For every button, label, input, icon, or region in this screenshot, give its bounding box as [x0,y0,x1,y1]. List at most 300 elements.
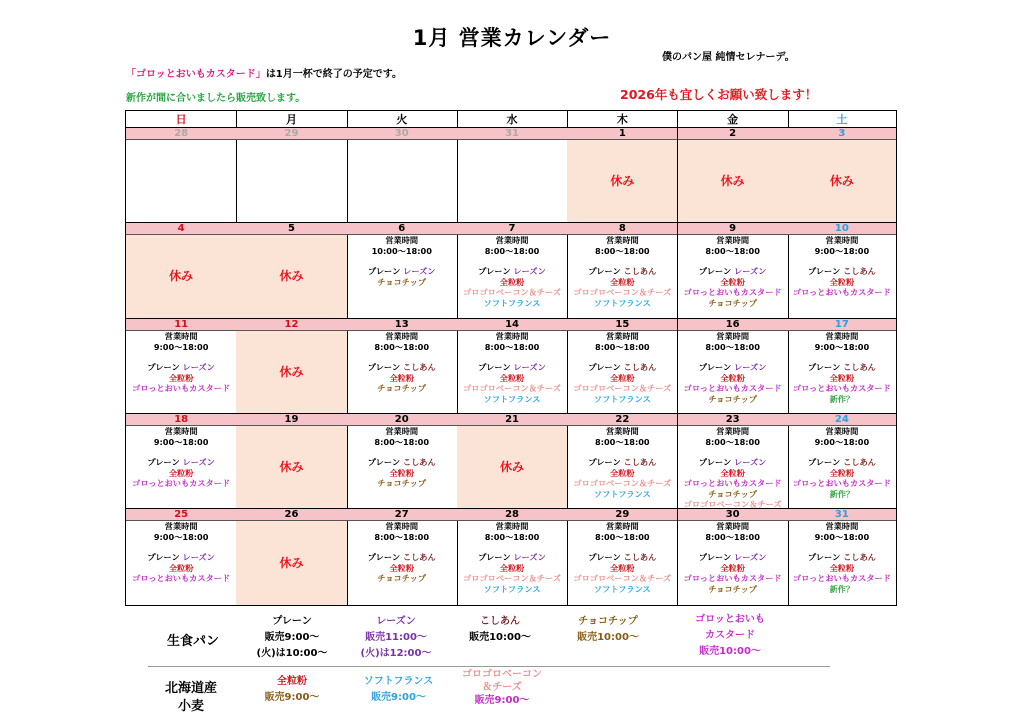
bread-name: プレーン [478,266,511,276]
calendar-day-cell [567,223,678,319]
bread-name: 全粒粉 [168,372,194,383]
notice-text: は1月一杯で終了の予定です。 [265,69,402,80]
bread-name: プレーン [588,266,621,276]
calendar-day-cell [457,223,568,319]
bread-pair [788,266,896,277]
legend-plain-name: プレーン [272,616,312,627]
day-number: 11 [126,319,236,331]
calendar-day-cell [236,509,347,605]
day-number: 23 [678,414,788,426]
bread-name: ゴロっとおいもカスタード [683,478,782,488]
spacer [678,256,788,266]
spacer [678,542,788,552]
bread-name: ゴロっとおいもカスタード [792,383,891,393]
bread-name: こしあん [843,552,876,562]
spacer [567,352,677,362]
bread-name: チョコチップ [708,297,757,308]
calendar-day-cell [236,223,347,319]
bread-name: ゴロゴロベーコン＆チーズ [573,573,672,583]
bread-name: こしあん [843,362,876,372]
bread-name: 全粒粉 [499,562,525,573]
calendar-day-cell [788,414,896,509]
business-hours: 営業時間 [825,235,859,245]
bread-name: レーズン [182,552,215,562]
business-hours: 営業時間 [164,426,198,436]
day-content [567,140,677,222]
day-number: 27 [347,509,457,521]
bread-name: ゴロっとおいもカスタード [792,573,891,583]
bread-name: 全粒粉 [720,467,745,478]
spacer [126,542,236,552]
bread-pair [567,266,677,277]
bread-name: チョコチップ [377,478,427,488]
bread-name: チョコチップ [708,583,757,594]
bread-name: プレーン [588,362,621,372]
closed-label: 休み [829,173,854,188]
bread-name: レーズン [734,362,767,372]
day-content [126,140,236,222]
bread-name: 全粒粉 [389,467,415,478]
legend-raisin-time: 販売11:00～ [365,632,427,643]
day-content [567,331,677,413]
bread-name: レーズン [734,266,767,276]
bread-name: プレーン [478,552,511,562]
bread-pair [347,552,457,563]
closed-label: 休み [500,459,525,474]
bread-name: レーズン [403,266,436,276]
calendar-day-cell [347,414,458,509]
day-content [678,426,788,508]
bread-pair [567,457,677,468]
business-hours: 9:00～18:00 [814,245,870,256]
bread-name: こしあん [623,552,657,562]
day-number: 31 [457,128,567,140]
business-hours: 営業時間 [605,521,639,531]
legend-raisin [351,614,441,662]
legend-choco [563,614,653,646]
day-number: 22 [567,414,677,426]
bread-name: プレーン [588,552,621,562]
bread-name: 全粒粉 [829,467,855,478]
business-hours: 8:00～18:00 [595,531,650,542]
calendar-day-cell [236,128,347,223]
calendar-grid [125,110,897,606]
calendar-day-cell [347,223,458,319]
business-hours: 営業時間 [825,521,859,531]
bread-name: 全粒粉 [499,372,525,383]
day-number: 13 [347,319,457,331]
business-hours: 営業時間 [716,521,750,531]
day-number: 29 [567,509,677,521]
bread-pair [126,457,236,468]
bread-name: 全粒粉 [168,467,194,478]
legend-label-hokkaido-line1: 北海道産 [165,681,218,696]
bread-name: 新作？ [829,488,855,499]
business-hours: 営業時間 [495,331,529,341]
bread-name: 全粒粉 [610,276,635,287]
bread-name: プレーン [807,457,841,467]
shop-name: 僕のパン屋 純情セレナーデ。 [662,52,795,63]
spacer [788,447,896,457]
bread-name: ソフトフランス [483,297,541,308]
spacer [788,542,896,552]
day-number: 28 [126,128,236,140]
business-hours: 8:00～18:00 [484,341,540,352]
weekday-header: 木 [567,111,678,128]
bread-name: ゴロっとおいもカスタード [132,478,231,488]
business-hours: 8:00～18:00 [484,531,540,542]
bread-pair [347,457,457,468]
calendar-day-cell [788,509,896,605]
bread-name: ゴロっとおいもカスタード [792,287,891,297]
legend-bacon-time: 販売9:00～ [474,695,530,706]
bread-name: プレーン [807,266,841,276]
business-hours: 営業時間 [605,235,639,245]
calendar-day-cell [457,509,568,605]
day-number: 9 [678,223,788,235]
legend-goro-name-line1: ゴロッとおいも [695,614,765,625]
bread-name: 全粒粉 [499,276,525,287]
business-hours: 営業時間 [164,521,198,531]
day-number: 4 [126,223,236,235]
bread-pair [678,362,788,373]
spacer [678,447,788,457]
day-number: 5 [236,223,346,235]
day-content [457,140,567,222]
day-number: 29 [236,128,346,140]
bread-name: チョコチップ [377,573,427,583]
spacer [457,256,567,266]
day-content [678,140,788,222]
day-number: 30 [347,128,457,140]
calendar-day-cell [567,319,678,414]
calendar-day-cell [567,414,678,509]
closed-label: 休み [279,269,304,284]
business-hours: 営業時間 [825,426,859,436]
business-hours: 営業時間 [716,235,750,245]
business-hours: 8:00～18:00 [595,436,650,447]
legend-bacon-name-line1: ゴロゴロベーコン [462,669,542,680]
day-content [236,235,346,318]
bread-pair [678,266,788,277]
business-hours: 営業時間 [716,331,750,341]
spacer [347,542,457,552]
bread-name: ゴロゴロベーコン＆チーズ [573,478,672,488]
legend-raisin-name: レーズン [376,616,416,627]
business-hours: 9:00～18:00 [814,531,870,542]
spacer [788,256,896,266]
bread-name: チョコチップ [708,393,757,404]
business-hours: 8:00～18:00 [374,436,430,447]
day-content [236,521,346,605]
day-content [457,331,567,413]
business-hours: 9:00～18:00 [153,341,209,352]
business-hours: 8:00～18:00 [705,531,760,542]
bread-name: ソフトフランス [483,393,541,404]
legend-plain-tuesday: (火)は10:00～ [256,648,328,659]
bread-pair [788,457,896,468]
bread-name: ゴロゴロベーコン＆チーズ [683,499,782,509]
calendar-day-cell [347,319,458,414]
bread-pair [457,552,567,563]
day-number: 17 [788,319,896,331]
business-hours: 営業時間 [716,426,750,436]
calendar-day-cell [457,128,568,223]
bread-pair [788,362,896,373]
day-number: 24 [788,414,896,426]
day-content [347,426,457,508]
legend-goro-time: 販売10:00～ [699,646,761,657]
day-number: 8 [567,223,677,235]
bread-name: 全粒粉 [610,372,635,383]
bread-name: プレーン [698,362,732,372]
spacer [347,352,457,362]
spacer [678,352,788,362]
day-number: 20 [347,414,457,426]
day-content [567,521,677,605]
day-number: 15 [567,319,677,331]
calendar-day-cell [678,509,789,605]
legend-goro-name-line2: カスタード [705,630,755,641]
business-hours: 8:00～18:00 [595,245,650,256]
business-hours: 8:00～18:00 [705,341,760,352]
day-number: 21 [457,414,567,426]
bread-pair [788,552,896,563]
weekday-header: 土 [788,111,896,128]
bread-name: ゴロゴロベーコン＆チーズ [463,573,561,583]
bread-name: 全粒粉 [389,562,415,573]
closed-label: 休み [279,459,304,474]
bread-name: こしあん [623,266,657,276]
day-content [678,331,788,413]
bread-name: プレーン [368,266,401,276]
legend-zenryu-time: 販売9:00～ [264,692,320,703]
bread-name: こしあん [402,457,436,467]
day-number: 14 [457,319,567,331]
bread-name: プレーン [147,362,180,372]
bread-name: こしあん [623,362,657,372]
bread-name: プレーン [147,552,180,562]
day-content [678,235,788,318]
business-hours: 8:00～18:00 [374,531,430,542]
bread-name: プレーン [807,552,841,562]
spacer [126,447,236,457]
bread-name: ソフトフランス [593,393,651,404]
legend-bacon [452,668,552,707]
business-hours: 10:00～18:00 [371,245,432,256]
bread-pair [347,362,457,373]
notice-new-product: 新作が間に合いましたら販売致します。 [126,93,306,104]
business-hours: 9:00～18:00 [814,341,870,352]
bread-name: 全粒粉 [610,562,635,573]
day-content [347,331,457,413]
calendar-day-cell [126,414,237,509]
bread-pair [678,457,788,468]
spacer [347,256,457,266]
day-number: 10 [788,223,896,235]
bread-name: ゴロっとおいもカスタード [683,383,782,393]
bread-name: 新作？ [829,583,855,594]
legend-raisin-tuesday: (火)は12:00～ [360,648,432,659]
bread-name: プレーン [147,457,180,467]
weekday-header: 日 [126,111,237,128]
legend-label-shokupan: 生食パン [167,634,220,649]
spacer [126,352,236,362]
legend-label-hokkaido [165,680,217,716]
bread-name: 全粒粉 [610,467,635,478]
legend-france [351,674,446,706]
day-content [236,331,346,413]
weekday-header: 水 [457,111,568,128]
calendar-day-cell [457,414,568,509]
spacer [457,542,567,552]
day-content [567,235,677,318]
bread-name: レーズン [182,457,215,467]
bread-name: 全粒粉 [829,372,855,383]
spacer [567,256,677,266]
day-number: 7 [457,223,567,235]
bread-name: レーズン [513,552,546,562]
day-number: 26 [236,509,346,521]
bread-name: こしあん [843,457,876,467]
calendar-day-cell [236,319,347,414]
calendar-day-cell [126,128,237,223]
bread-name: 全粒粉 [720,562,745,573]
legend-france-name: ソフトフランス [363,676,434,687]
calendar-day-cell [126,319,237,414]
day-content [347,521,457,605]
calendar-day-cell [678,223,789,319]
bread-name: プレーン [367,552,401,562]
bread-pair [126,362,236,373]
bread-name: チョコチップ [708,488,757,499]
closed-label: 休み [720,173,745,188]
new-year-greeting: 2026年も宜しくお願い致します！ [620,87,818,102]
day-number: 31 [788,509,896,521]
bread-name: こしあん [843,266,876,276]
day-content [126,426,236,508]
bread-name: ソフトフランス [593,583,651,594]
legend-goro [670,612,790,660]
legend-label-hokkaido-line2: 小麦 [178,699,205,714]
day-content [788,426,896,508]
calendar-day-cell [788,223,896,319]
business-hours: 9:00～18:00 [153,531,209,542]
bread-pair [347,266,457,277]
closed-label: 休み [279,555,304,570]
bread-pair [567,362,677,373]
day-content [788,521,896,605]
day-number: 12 [236,319,346,331]
day-content [347,140,457,222]
business-hours: 営業時間 [385,235,419,245]
bread-name: プレーン [367,362,401,372]
business-hours: 8:00～18:00 [705,436,760,447]
legend-choco-time: 販売10:00～ [577,632,639,643]
business-hours: 営業時間 [164,331,198,341]
bread-pair [457,266,567,277]
calendar-day-cell [678,319,789,414]
bread-name: ソフトフランス [483,583,541,594]
business-hours: 9:00～18:00 [814,436,870,447]
legend-zenryu-name: 全粒粉 [277,676,307,687]
day-number: 19 [236,414,346,426]
spacer [457,352,567,362]
legend-france-time: 販売9:00～ [371,692,426,703]
bread-name: チョコチップ [377,276,427,287]
legend-bacon-name-line2: ＆チーズ [482,682,522,693]
calendar-day-cell [567,509,678,605]
bread-name: 新作？ [829,393,855,404]
bread-name: プレーン [807,362,841,372]
bread-name: プレーン [478,362,511,372]
calendar-day-cell [788,319,896,414]
bread-name: ゴロゴロベーコン＆チーズ [573,287,672,297]
day-content [347,235,457,318]
bread-name: プレーン [698,266,732,276]
notice-end-product [126,65,402,80]
legend-plain-time: 販売9:00～ [264,632,320,643]
bread-name: こしあん [402,552,436,562]
business-hours: 8:00～18:00 [374,341,430,352]
day-content [567,426,677,508]
spacer [567,542,677,552]
legend-choco-name: チョコチップ [578,616,638,627]
day-number: 2 [678,128,788,140]
calendar-day-cell [347,509,458,605]
bread-name: 全粒粉 [829,276,855,287]
day-content [678,521,788,605]
day-number: 25 [126,509,236,521]
bread-name: 全粒粉 [829,562,855,573]
bread-name: ソフトフランス [593,297,651,308]
day-number: 6 [347,223,457,235]
business-hours: 営業時間 [495,521,529,531]
bread-name: プレーン [698,552,732,562]
closed-label: 休み [610,173,635,188]
bread-name: ゴロっとおいもカスタード [132,573,231,583]
bread-name: 全粒粉 [720,372,745,383]
bread-name: レーズン [734,552,767,562]
bread-name: プレーン [367,457,401,467]
calendar-day-cell [457,319,568,414]
bread-name: ゴロゴロベーコン＆チーズ [573,383,672,393]
business-hours: 9:00～18:00 [153,436,209,447]
day-number: 28 [457,509,567,521]
notice-product-name: 「ゴロッとおいもカスタード」 [126,69,266,80]
bread-pair [567,552,677,563]
legend-zenryu [247,674,337,706]
bread-pair [678,552,788,563]
spacer [788,352,896,362]
bread-name: プレーン [588,457,621,467]
day-content [457,235,567,318]
business-hours: 営業時間 [605,426,639,436]
weekday-header: 金 [678,111,789,128]
legend-divider [148,666,830,667]
day-content [457,426,567,508]
bread-name: レーズン [513,362,546,372]
day-number: 18 [126,414,236,426]
bread-name: ゴロゴロベーコン＆チーズ [463,287,561,297]
closed-label: 休み [279,364,304,379]
day-content [126,331,236,413]
bread-name: こしあん [623,457,657,467]
business-hours: 営業時間 [385,426,419,436]
closed-label: 休み [169,269,194,284]
business-hours: 営業時間 [495,235,529,245]
calendar-day-cell [678,414,789,509]
